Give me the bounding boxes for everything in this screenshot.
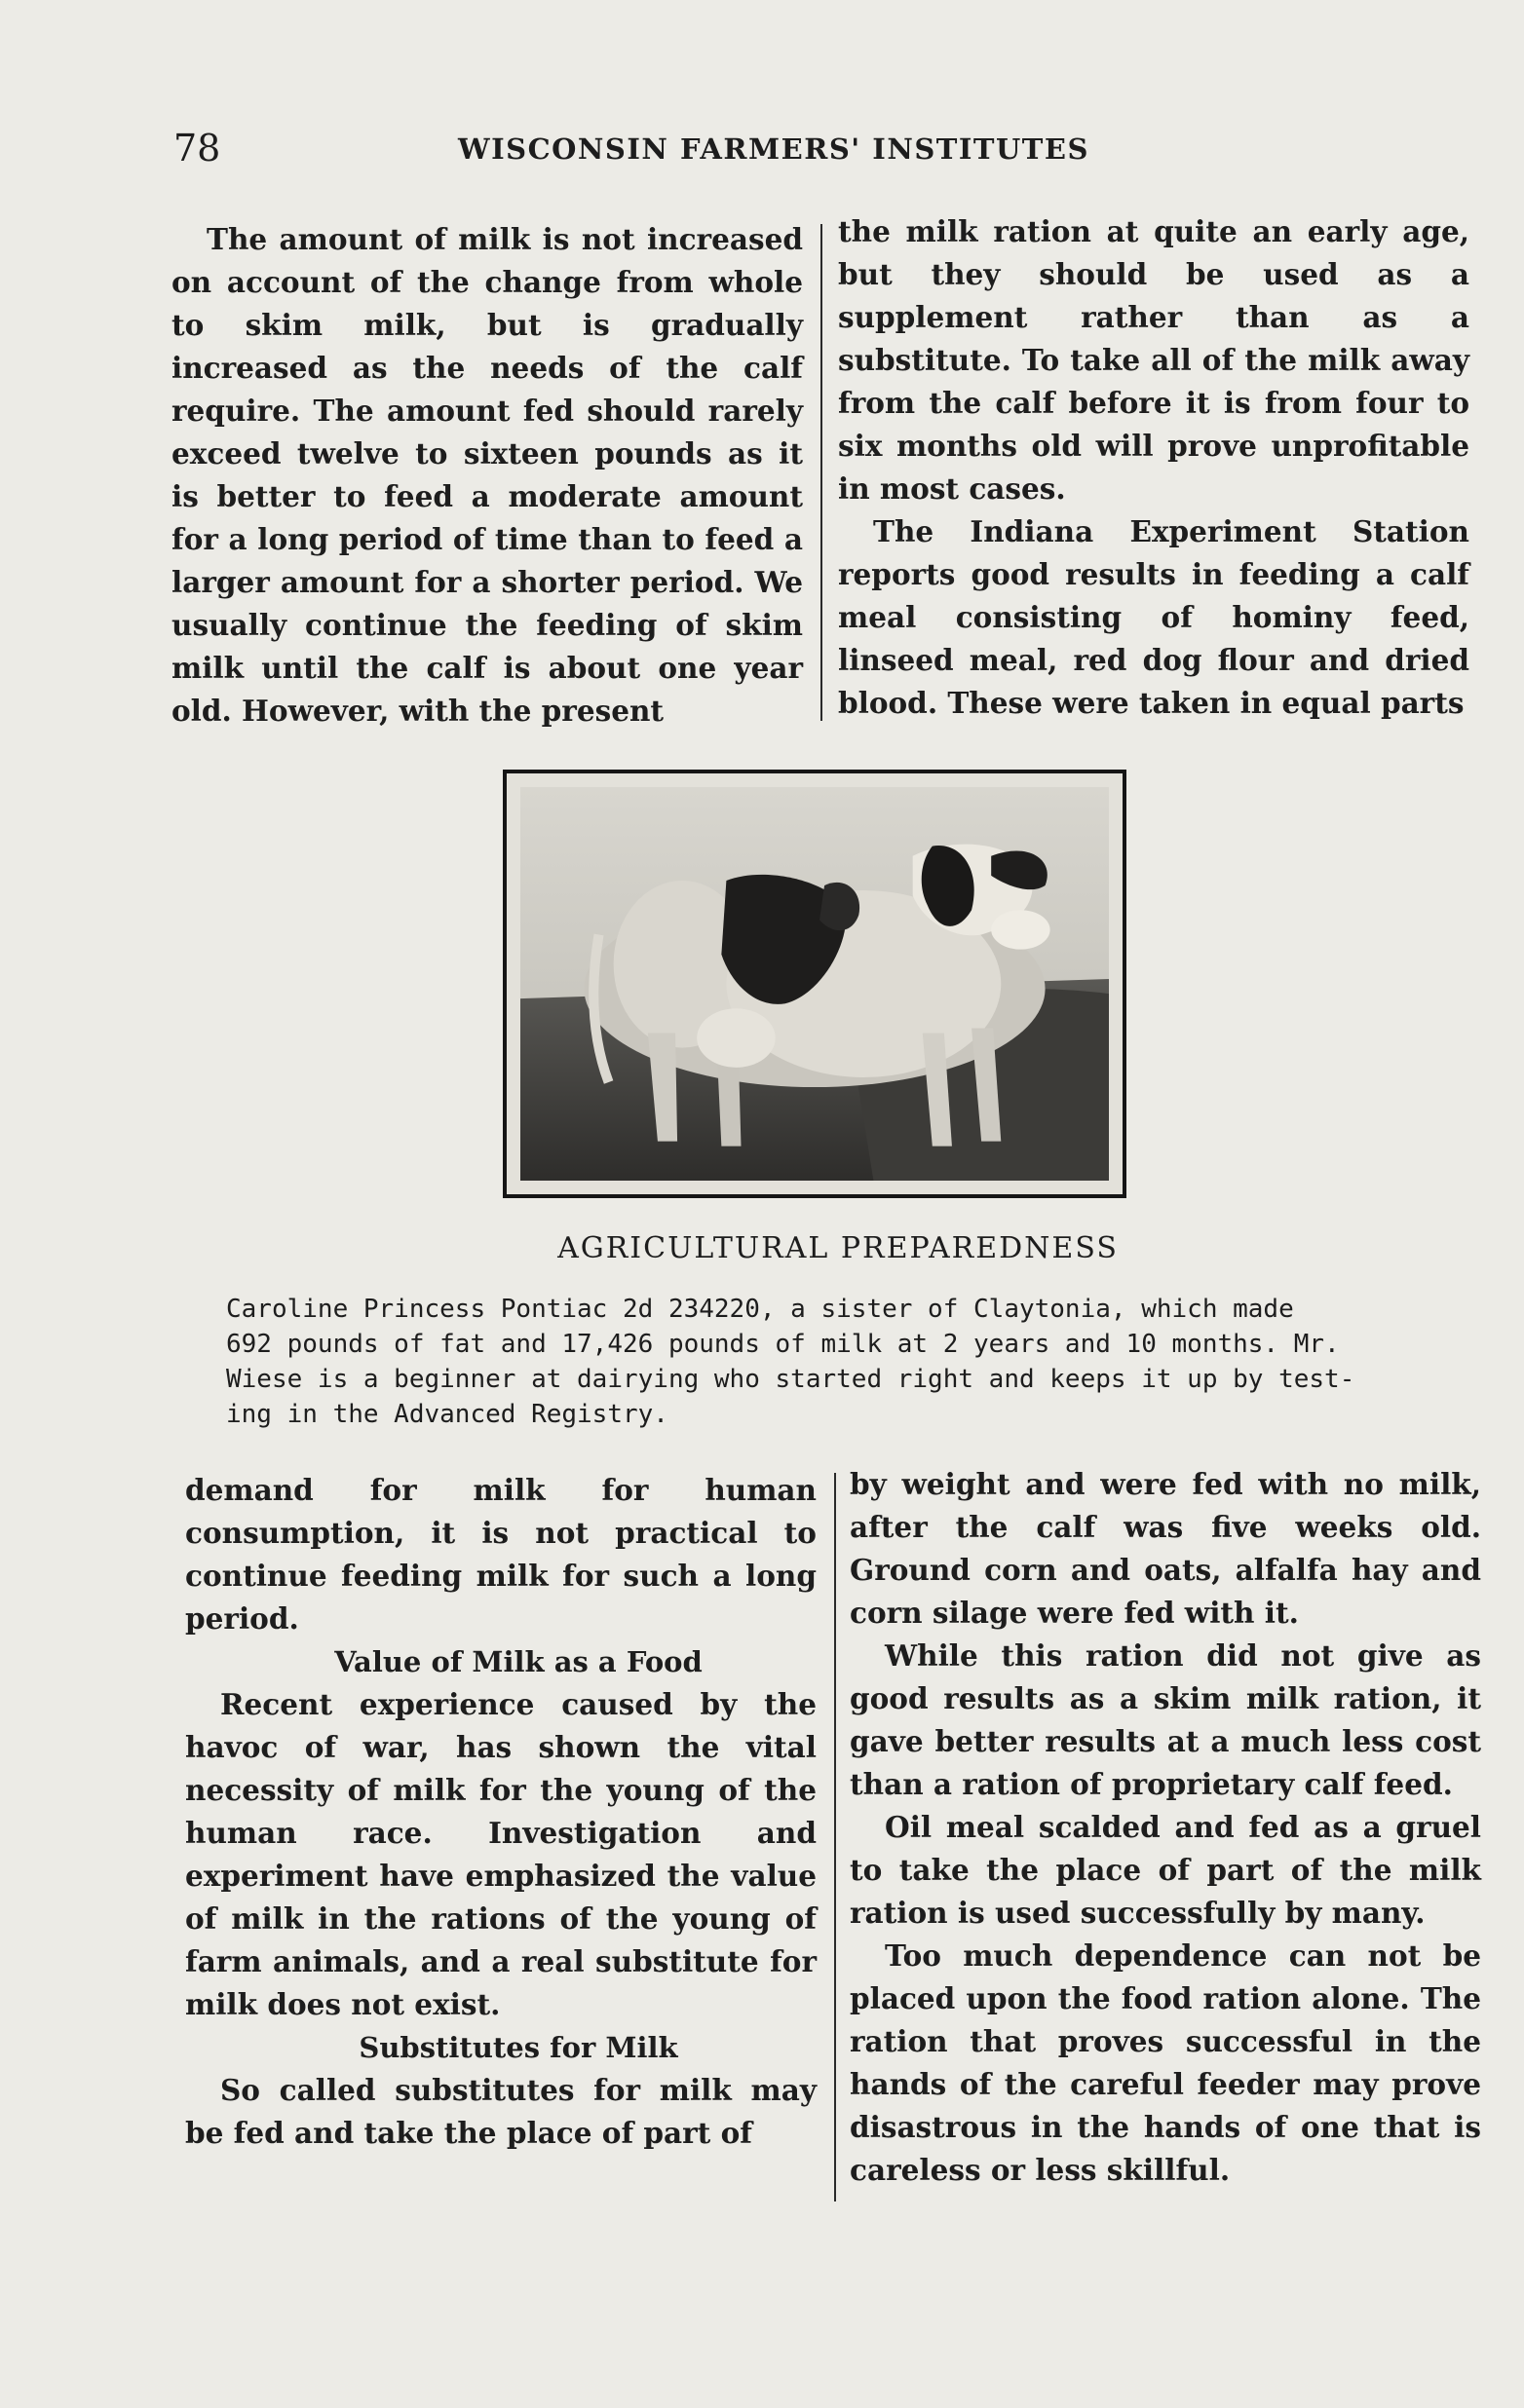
section-heading: Value of Milk as a Food xyxy=(334,1645,703,1678)
paragraph: The amount of milk is not increased on account of the change from whole to skim milk, but is gradually increased as the needs of the calf require. The amount fed should rarely exceed twelve to sixteen pounds as it is better to feed a moderate amount for a long period of time than to feed a larger amount for a shorter period. We usually continue the feeding of skim milk until the calf is about one year old. However, with the present xyxy=(171,222,803,728)
caption-line: Wiese is a beginner at dairying who started right and keeps it up by test- xyxy=(226,1365,1355,1394)
paragraph: the milk ration at quite an early age, but they should be used as a supplement rather than as a substitute. To take all of the milk away from the calf before it is from four to six months old will prove unprofitable in most cases. xyxy=(838,214,1469,506)
figure-title: AGRICULTURAL PREPAREDNESS xyxy=(557,1231,1119,1265)
paragraph: The Indiana Experiment Station reports good results in feeding a calf meal consisting of hominy feed, linseed meal, red dog flour and dried blood. These were taken in equal parts xyxy=(838,514,1469,720)
cow-photo-illustration xyxy=(520,787,1109,1181)
caption-line: ing in the Advanced Registry. xyxy=(226,1400,668,1429)
caption-line: Caroline Princess Pontiac 2d 234220, a sister of Claytonia, which made xyxy=(226,1295,1294,1324)
paragraph: So called substitutes for milk may be fed and take the place of part of xyxy=(185,2073,817,2150)
paragraph: demand for milk for human consumption, it is not practical to continue feeding milk for such a long period. xyxy=(185,1473,817,1636)
page-header xyxy=(166,127,1393,185)
page-number: 78 xyxy=(173,127,221,169)
running-head: WISCONSIN FARMERS' INSTITUTES xyxy=(458,132,1089,166)
column-divider xyxy=(820,224,822,721)
paragraph: Recent experience caused by the havoc of war, has shown the vital necessity of milk for the young of the human race. Investigation and experiment have emphasized the value of milk in the rations of the young of farm animals, and a real substitute for milk does not exist. xyxy=(185,1687,817,2021)
section-heading: Substitutes for Milk xyxy=(359,2031,678,2064)
top-right-column xyxy=(838,210,1469,725)
caption-line: 692 pounds of fat and 17,426 pounds of milk at 2 years and 10 months. Mr. xyxy=(226,1330,1340,1359)
paragraph: Too much dependence can not be placed upon the food ration alone. The ration that proves successful in the hands of the careful feeder may prove disastrous in the hands of one that is careless or less skillful. xyxy=(850,1938,1481,2187)
top-left-column xyxy=(171,218,803,733)
paragraph: by weight and were fed with no milk, after the calf was five weeks old. Ground corn and oats, alfalfa hay and corn silage were fed with it. xyxy=(850,1467,1481,1630)
bottom-right-column xyxy=(850,1463,1481,2192)
bottom-left-column xyxy=(185,1469,817,2155)
figure-caption xyxy=(226,1292,1473,1432)
paragraph: Oil meal scalded and fed as a gruel to take the place of part of the milk ration is used successfully by many. xyxy=(850,1810,1481,1930)
column-divider xyxy=(834,1473,836,2201)
cow-photograph xyxy=(503,770,1126,1198)
paragraph: While this ration did not give as good results as a skim milk ration, it gave better results at a much less cost than a ration of proprietary calf feed. xyxy=(850,1638,1481,1801)
